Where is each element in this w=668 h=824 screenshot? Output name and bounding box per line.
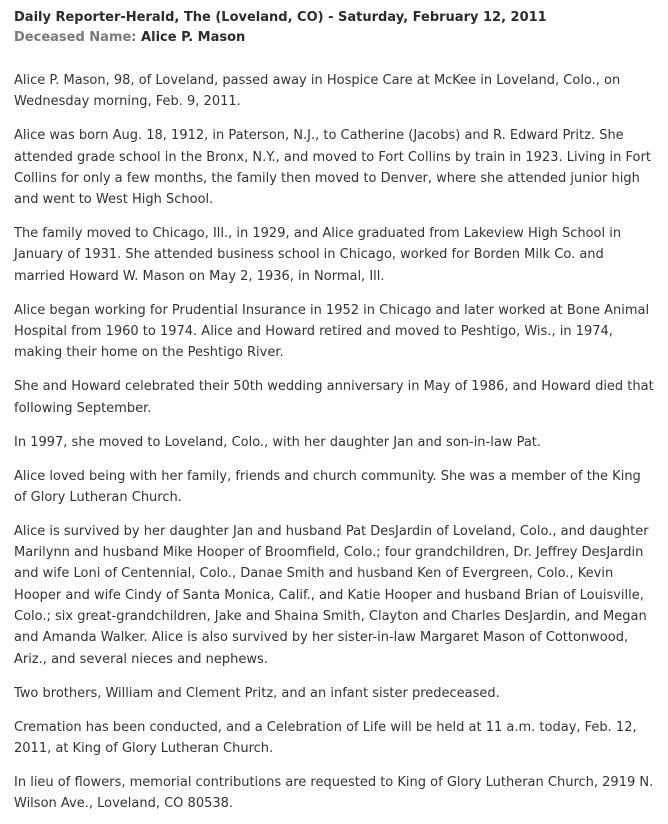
paragraph-career: Alice began working for Prudential Insurance in 1952 in Chicago and later worked at Bone Animal Hospital from 1960 to 1974. Alice and Howard retired and moved to Peshtigo, Wis., in 1974, making their home on the Peshtigo River.: [14, 302, 650, 361]
deceased-name-value: Alice P. Mason: [141, 30, 246, 45]
paragraph-death-notice: Alice P. Mason, 98, of Loveland, passed away in Hospice Care at McKee in Loveland, Colo., on Wednesday morning, Feb. 9, 2011.: [14, 73, 621, 110]
paragraph-services: Cremation has been conducted, and a Celebration of Life will be held at 11 a.m. today, Feb. 12, 2011, at King of Glory Lutheran Church.: [14, 719, 637, 756]
paragraph-anniversary: She and Howard celebrated their 50th wedding anniversary in May of 1986, and Howard died that following September.: [14, 379, 654, 416]
paragraph-church: Alice loved being with her family, friends and church community. She was a member of the King of Glory Lutheran Church.: [14, 468, 641, 505]
paragraph-early-life: Alice was born Aug. 18, 1912, in Paterson, N.J., to Catherine (Jacobs) and R. Edward Pritz. She attended grade school in the Bronx, N.Y., and moved to Fort Collins by train in 1923. Living in Fort Collins for only a few months, the family then moved to Denver, where she attended junior high and went to West High School.: [14, 128, 651, 208]
paragraph-chicago: The family moved to Chicago, Ill., in 1929, and Alice graduated from Lakeview High School in January of 1931. She attended business school in Chicago, worked for Borden Milk Co. and married Howard W. Mason on May 2, 1936, in Normal, Ill.: [14, 226, 622, 284]
paragraph-memorials: In lieu of flowers, memorial contributions are requested to King of Glory Lutheran Church, 2919 N. Wilson Ave., Loveland, CO 80538.: [14, 774, 654, 812]
deceased-name-line: [14, 28, 658, 48]
obituary-body: [14, 70, 658, 814]
deceased-name-label: Deceased Name:: [14, 30, 137, 45]
publication-line: Daily Reporter-Herald, The (Loveland, CO) - Saturday, February 12, 2011: [14, 10, 547, 25]
paragraph-move-loveland: In 1997, she moved to Loveland, Colo., with her daughter Jan and son-in-law Pat.: [14, 434, 542, 450]
paragraph-predeceased: Two brothers, William and Clement Pritz, and an infant sister predeceased.: [14, 685, 500, 701]
paragraph-survivors: Alice is survived by her daughter Jan and husband Pat DesJardin of Loveland, Colo., and daughter Marilynn and husband Mike Hooper of Broomfield, Colo.; four grandchildren, Dr. Jeffrey DesJardin and wife Loni of Centennial, Colo., Danae Smith and husband Ken of Evergreen, Colo., Kevin Hooper and wife Cindy of Santa Monica, Calif., and Katie Hooper and husband Brian of Louisville, Colo.; six great-grandchildren, Jake and Shaina Smith, Clayton and Charles DesJardin, and Megan and Amanda Walker. Alice is also survived by her sister-in-law Margaret Mason of Cottonwood, Ariz., and several nieces and nephews.: [14, 523, 649, 667]
